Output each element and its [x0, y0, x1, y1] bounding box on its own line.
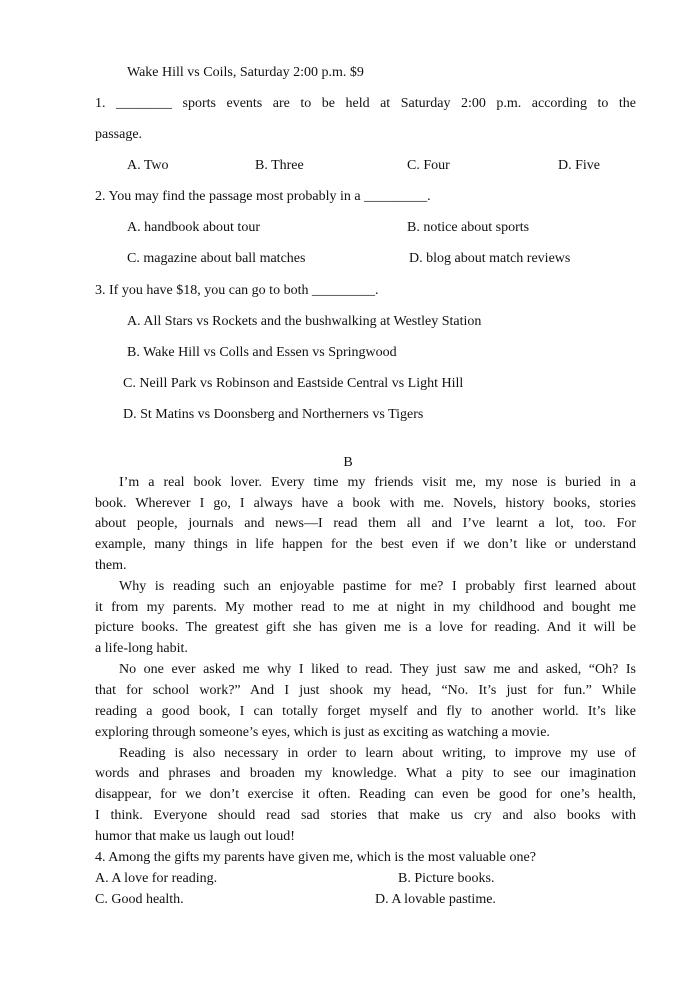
- question-2-stem: 2. You may find the passage most probably in a _________.: [95, 189, 431, 204]
- question-1-option-c: C. Four: [407, 158, 450, 173]
- paragraph-2-line-3: picture books. The greatest gift she has given me is a love for reading. And it will be: [95, 620, 636, 635]
- question-1-option-a: A. Two: [127, 158, 169, 173]
- paragraph-4-line-1: Reading is also necessary in order to learn about writing, to improve my use of: [119, 746, 636, 761]
- paragraph-3-line-1: No one ever asked me why I liked to read. They just saw me and asked, “Oh? Is: [119, 662, 636, 677]
- section-b-heading: B: [343, 455, 353, 470]
- question-2-option-b: B. notice about sports: [407, 220, 530, 235]
- question-3-option-b: B. Wake Hill vs Colls and Essen vs Springwood: [127, 345, 397, 360]
- question-4-option-d: D. A lovable pastime.: [375, 892, 496, 907]
- question-1-line-2: passage.: [95, 127, 143, 142]
- paragraph-1-line-2: book. Wherever I go, I always have a book with me. Novels, history books, stories: [95, 496, 636, 511]
- paragraph-4-line-4: I think. Everyone should read sad stories that make us cry and also books with: [95, 808, 636, 823]
- question-4-option-b: B. Picture books.: [398, 871, 495, 886]
- paragraph-1-line-4: example, many things in life happen for the best even if we don’t like or understand: [95, 537, 636, 552]
- paragraph-1-line-1: I’m a real book lover. Every time my friends visit me, my nose is buried in a: [119, 475, 636, 490]
- paragraph-2-line-2: it from my parents. My mother read to me at night in my childhood and bought me: [95, 600, 636, 615]
- paragraph-1-line-5: them.: [95, 558, 127, 573]
- paragraph-3-line-2: that for school work?” And I just shook my head, “No. It’s just for fun.” While: [95, 683, 636, 698]
- question-2-option-c: C. magazine about ball matches: [127, 251, 306, 266]
- paragraph-3-line-3: reading a good book, I can totally forget myself and fly to another world. It’s like: [95, 704, 636, 719]
- question-3-option-d: D. St Matins vs Doonsberg and Northerners vs Tigers: [123, 407, 424, 422]
- paragraph-4-line-3: disappear, for we don’t exercise it often. Reading can even be good for one’s health,: [95, 787, 636, 802]
- paragraph-2-line-1: Why is reading such an enjoyable pastime for me? I probably first learned about: [119, 579, 636, 594]
- event-line-wake-hill: Wake Hill vs Coils, Saturday 2:00 p.m. $9: [127, 65, 364, 80]
- question-2-option-a: A. handbook about tour: [127, 220, 260, 235]
- paragraph-1-line-3: about people, journals and news—I read them all and I’ve learnt a lot, too. For: [95, 516, 636, 531]
- question-3-option-a: A. All Stars vs Rockets and the bushwalking at Westley Station: [127, 314, 482, 329]
- question-1-line-1: 1. ________ sports events are to be held at Saturday 2:00 p.m. according to the: [95, 96, 636, 111]
- question-3-option-c: C. Neill Park vs Robinson and Eastside Central vs Light Hill: [123, 376, 464, 391]
- question-4-option-a: A. A love for reading.: [95, 871, 218, 886]
- question-4-stem: 4. Among the gifts my parents have given me, which is the most valuable one?: [95, 850, 536, 865]
- paragraph-4-line-2: words and phrases and broaden my knowledge. What a pity to see our imagination: [95, 766, 636, 781]
- question-4-option-c: C. Good health.: [95, 892, 184, 907]
- question-3-stem: 3. If you have $18, you can go to both _________.: [95, 283, 379, 298]
- question-1-option-b: B. Three: [255, 158, 304, 173]
- paragraph-3-line-4: exploring through someone’s eyes, which is just as exciting as watching a movie.: [95, 725, 550, 740]
- question-2-option-d: D. blog about match reviews: [409, 251, 571, 266]
- paragraph-2-line-4: a life-long habit.: [95, 641, 188, 656]
- question-1-option-d: D. Five: [558, 158, 600, 173]
- paragraph-4-line-5: humor that make us laugh out loud!: [95, 829, 295, 844]
